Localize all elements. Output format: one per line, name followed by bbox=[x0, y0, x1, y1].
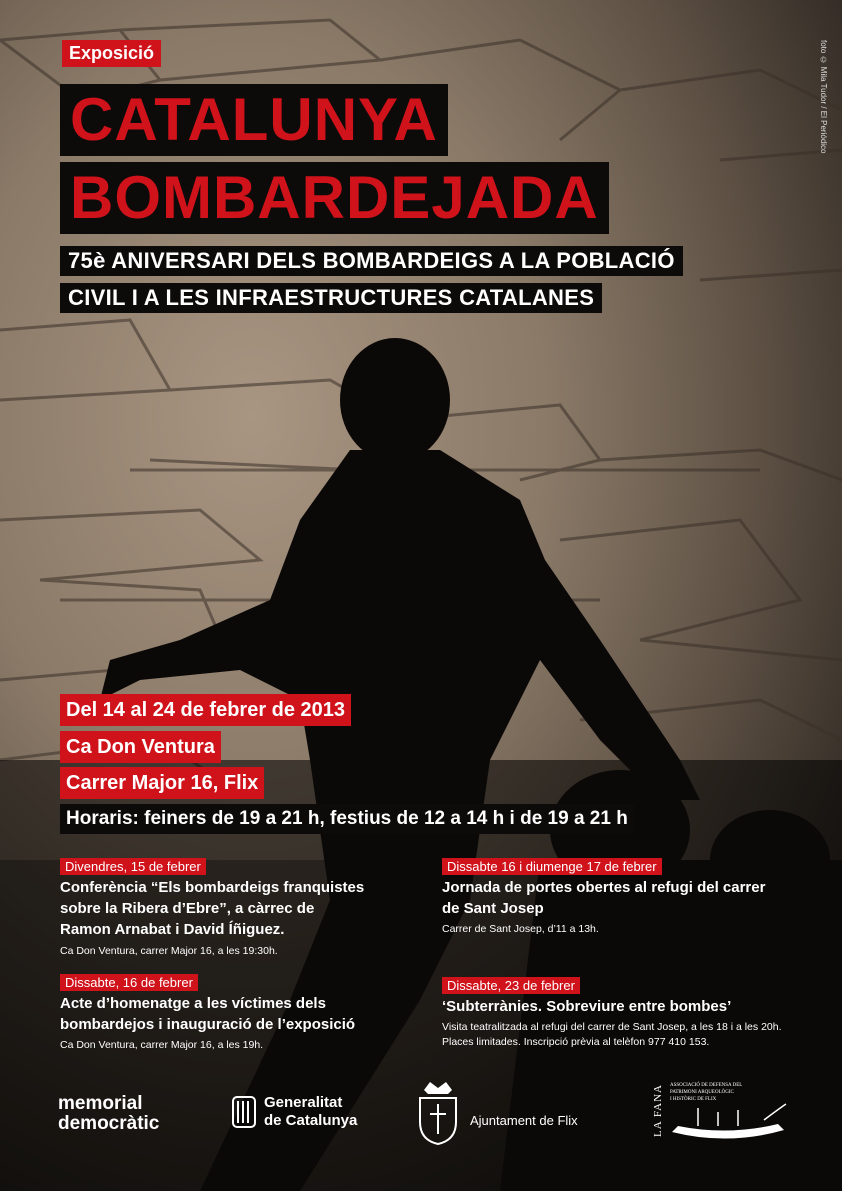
event-1-line-1: Conferència “Els bombardeigs franquistes bbox=[60, 879, 365, 896]
la-fana-text-1: ASSOCIACIÓ DE DEFENSA DEL bbox=[670, 1083, 743, 1088]
event-1-details: Ca Don Ventura, carrer Major 16, a les 19:30h. bbox=[60, 945, 278, 957]
coat-of-arms-icon bbox=[416, 1080, 460, 1146]
venue-name: Ca Don Ventura bbox=[60, 731, 221, 763]
event-1-date-tag: Divendres, 15 de febrer bbox=[60, 858, 206, 875]
title-line-1: CATALUNYA bbox=[60, 84, 448, 156]
event-4-details-1: Visita teatralitzada al refugi del carrer de Sant Josep, a les 18 i a les 20h. bbox=[442, 1021, 782, 1033]
event-1-line-3: Ramon Arnabat i David Íñiguez. bbox=[60, 921, 285, 938]
senyera-icon bbox=[232, 1096, 256, 1130]
exhibition-badge: Exposició bbox=[62, 40, 161, 67]
event-3-date-tag: Dissabte 16 i diumenge 17 de febrer bbox=[442, 858, 662, 875]
exhibition-dates: Del 14 al 24 de febrer de 2013 bbox=[60, 694, 351, 726]
ajuntament-label: Ajuntament de Flix bbox=[470, 1113, 578, 1128]
subtitle-line-2: CIVIL I A LES INFRAESTRUCTURES CATALANES bbox=[60, 283, 602, 313]
generalitat-line-2: de Catalunya bbox=[264, 1112, 358, 1129]
generalitat-line-1: Generalitat bbox=[264, 1094, 343, 1111]
event-4-line-1: ‘Subterrànies. Sobreviure entre bombes’ bbox=[442, 998, 732, 1015]
event-3-line-2: de Sant Josep bbox=[442, 900, 544, 917]
opening-hours: Horaris: feiners de 19 a 21 h, festius de 12 a 14 h i de 19 a 21 h bbox=[60, 804, 634, 834]
la-fana-name: LA FANA bbox=[652, 1084, 664, 1137]
memorial-logo-line-2: democràtic bbox=[58, 1113, 160, 1134]
la-fana-text-2: PATRIMONI ARQUEOLÒGIC bbox=[670, 1090, 734, 1095]
event-3-details: Carrer de Sant Josep, d’11 a 13h. bbox=[442, 923, 599, 935]
boat-icon bbox=[668, 1102, 788, 1146]
event-2-date-tag: Dissabte, 16 de febrer bbox=[60, 974, 198, 991]
event-4-date-tag: Dissabte, 23 de febrer bbox=[442, 977, 580, 994]
memorial-democratic-logo bbox=[58, 1094, 159, 1134]
event-4-details-2: Places limitades. Inscripció prèvia al telèfon 977 410 153. bbox=[442, 1036, 710, 1048]
event-2-details: Ca Don Ventura, carrer Major 16, a les 19h. bbox=[60, 1039, 264, 1051]
event-2-line-1: Acte d’homenatge a les víctimes dels bbox=[60, 995, 326, 1012]
memorial-logo-line-1: memorial bbox=[58, 1093, 143, 1114]
event-2-line-2: bombardejos i inauguració de l’exposició bbox=[60, 1016, 356, 1033]
la-fana-logo bbox=[652, 1080, 792, 1150]
venue-address: Carrer Major 16, Flix bbox=[60, 767, 264, 799]
event-3-line-1: Jornada de portes obertes al refugi del carrer bbox=[442, 879, 766, 896]
subtitle-line-1: 75è ANIVERSARI DELS BOMBARDEIGS A LA POBLACIÓ bbox=[60, 246, 683, 276]
title-line-2: BOMBARDEJADA bbox=[60, 162, 609, 234]
event-1-line-2: sobre la Ribera d’Ebre”, a càrrec de bbox=[60, 900, 315, 917]
la-fana-text-3: I HISTÒRIC DE FLIX bbox=[670, 1097, 717, 1102]
photo-credit: foto © Mila Tudor / El Periódico bbox=[819, 40, 828, 154]
